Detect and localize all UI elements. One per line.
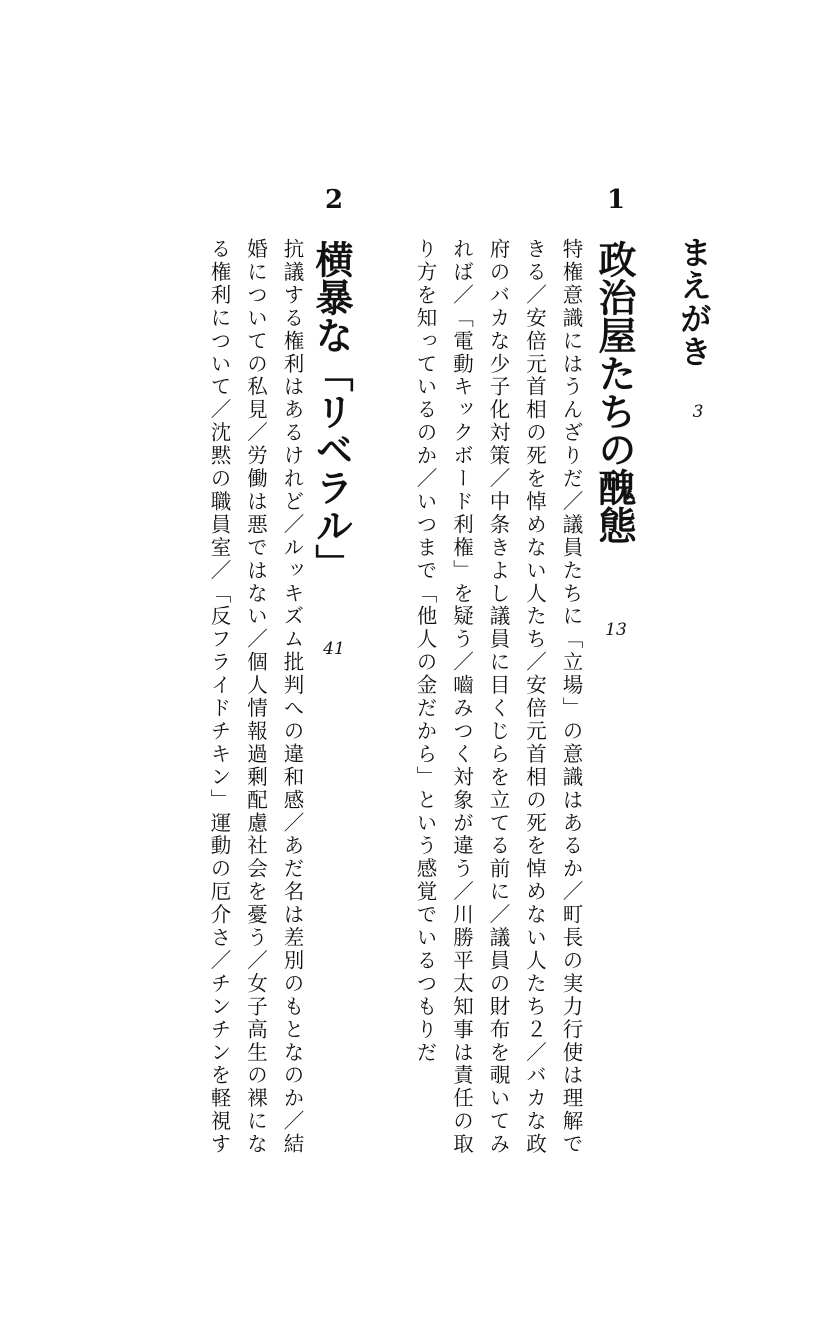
chapter-1-entry-line: り方を知っているのか／いつまで「他人の金だから」という感覚でいるつもりだ (413, 238, 437, 1065)
chapter-1-number: 1 (606, 185, 626, 215)
chapter-2-entry-line: る権利について／沈黙の職員室／「反フライドチキン」運動の厄介さ／チンチンを軽視す (207, 238, 231, 1156)
chapter-1-entry-line: 特権意識にはうんざりだ／議員たちに「立場」の意識はあるか／町長の実力行使は理解で (559, 238, 583, 1156)
preface-page-number: 3 (692, 402, 704, 422)
chapter-1-entry-line: れば／「電動キックボード利権」を疑う／嚙みつく対象が違う／川勝平太知事は責任の取 (449, 238, 474, 1156)
chapter-2-entries (187, 238, 304, 1156)
chapter-1-title[interactable]: 政治屋たちの醜態 (592, 240, 637, 544)
preface-title[interactable]: まえがき (675, 236, 713, 368)
chapter-2-entry-line: 抗議する権利はあるけれど／ルッキズム批判への違和感／あだ名は差別のもとなのか／結 (280, 238, 304, 1156)
chapter-2-number: 2 (324, 185, 344, 215)
chapter-2-page-number: 41 (323, 639, 345, 659)
chapter-1-entry-line: 府のバカな少子化対策／中条きよし議員に目くじらを立てる前に／議員の財布を覗いてみ (486, 238, 510, 1156)
chapter-1-entry-line: きる／安倍元首相の死を悼めない人たち／安倍元首相の死を悼めない人たち２／バカな政 (522, 238, 547, 1156)
chapter-2-title[interactable]: 横暴な「リベラル」 (309, 240, 354, 582)
chapter-1-page-number: 13 (605, 620, 627, 640)
chapter-1-entries (398, 238, 583, 1156)
chapter-2-entry-line: 婚についての私見／労働は悪ではない／個人情報過剰配慮社会を憂う／女子高生の裸にな (243, 238, 268, 1156)
